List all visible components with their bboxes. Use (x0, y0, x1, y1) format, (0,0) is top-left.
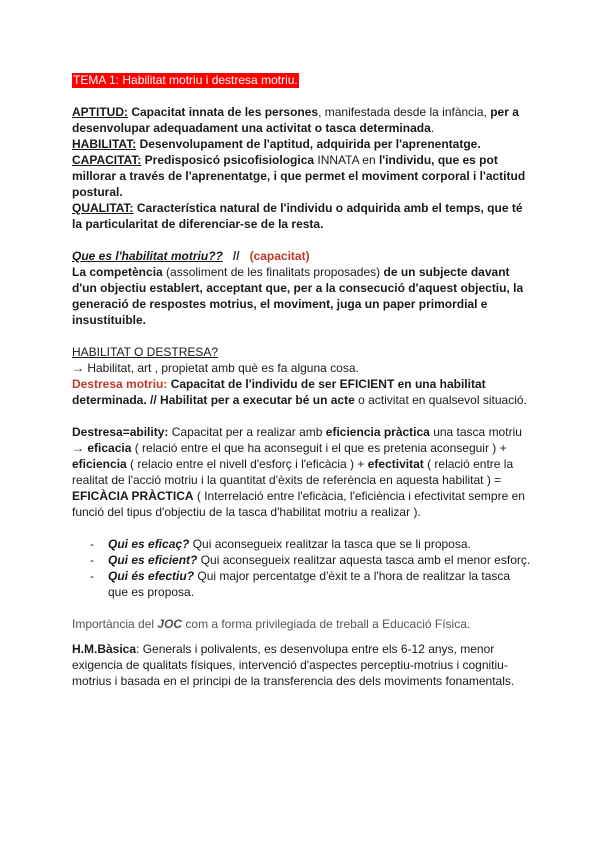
hm-basica-paragraph: H.M.Bàsica: Generals i polivalents, es desenvolupa entre els 6-12 anys, menor exigencia de qualitats físiques, intervenció d'aspectes perceptiu-motrius i cognitiu-motrius i basada en el principi de la transferencia des dels moviments fonamentals. (72, 642, 515, 688)
habilitat-motriu-definition: La competència (assoliment de les finalitats proposades) de un subjecte davant d'un objectiu establert, acceptant que, per a la consecució d'aquest objectiu, la generació de respostes motrius, el moviment, juga un paper primordial e insustituible. (72, 265, 524, 327)
document-page (72, 72, 532, 689)
term-habilitat: HABILITAT: (72, 137, 137, 151)
definition-aptitud: APTITUD: Capacitat innata de les persones, manifestada desde la infància, per a desenvolupar adequadament una activitat o tasca determinada. (72, 105, 519, 135)
term-capacitat: CAPACITAT: (72, 153, 142, 167)
habilitat-motriu-heading: Que es l'habilitat motriu?? // (capacitat) (72, 249, 310, 263)
page-title: TEMA 1: Habilitat motriu i destresa motriu. (73, 73, 298, 87)
definition-qualitat: QUALITAT: Característica natural de l'individu o adquirida amb el temps, que té la particularitat de diferenciar-se de la resta. (72, 201, 523, 231)
definition-habilitat: HABILITAT: Desenvolupament de l'aptitud, adquirida per l'aprenentatge. (72, 137, 481, 151)
capacitat-note: (capacitat) (249, 249, 310, 263)
ability-term: Destresa=ability: (72, 425, 169, 439)
hm-basica-term: H.M.Bàsica (72, 642, 137, 656)
habilitat-motriu-question: Que es l'habilitat motriu?? (72, 249, 223, 263)
definition-capacitat: CAPACITAT: Predisposicó psicofisiologica INNATA en l'individu, que es pot millorar a través de l'aprenentatge, i que permet el moviment corporal i l'actitud postural. (72, 153, 526, 199)
destresa-motriu-definition: Destresa motriu: Capacitat de l'individu de ser EFICIENT en una habilitat determinada. // Habilitat per a executar bé un acte o activitat en qualsevol situació. (72, 377, 527, 407)
question-list (72, 536, 532, 600)
habilitat-destresa-heading: HABILITAT O DESTRESA? (72, 345, 219, 359)
title-line (72, 72, 532, 88)
habilitat-arrow-line: → Habilitat, art , propietat amb què es fa alguna cosa. (72, 361, 359, 375)
list-item: - Qui es eficaç? Qui aconsegueix realitzar la tasca que se li proposa. (90, 537, 471, 551)
term-qualitat: QUALITAT: (72, 201, 134, 215)
destresa-motriu-term: Destresa motriu: (72, 377, 168, 391)
term-aptitud: APTITUD: (72, 105, 128, 119)
joc-line: Importància del JOC com a forma privilegiada de treball a Educació Física. (72, 617, 471, 631)
list-item: - Qui és efectiu? Qui major percentatge d'èxit te a l'hora de realitzar la tasca que es proposa. (90, 569, 511, 599)
ability-paragraph: Destresa=ability: Capacitat per a realizar amb eficiencia pràctica una tasca motriu → eficacia ( relació entre el que ha aconseguit i el que es pretenia aconseguir ) + eficiencia ( relacio entre el nivell d'esforç i l'eficàcia ) + efectivitat ( relació entre la realitat de l'acció motriu i la quantitat d'èxits de referència en aquesta habilitat ) = EFICÀCIA PRÀCTICA ( Interrelació entre l'eficàcia, l'eficiència i efectivitat sempre en funció del tipus d'objectiu de la tasca d'habilitat motriu a realizar ). (72, 425, 525, 519)
list-item: - Qui es eficient? Qui aconsegueix realitzar aquesta tasca amb el menor esforç. (90, 553, 531, 567)
